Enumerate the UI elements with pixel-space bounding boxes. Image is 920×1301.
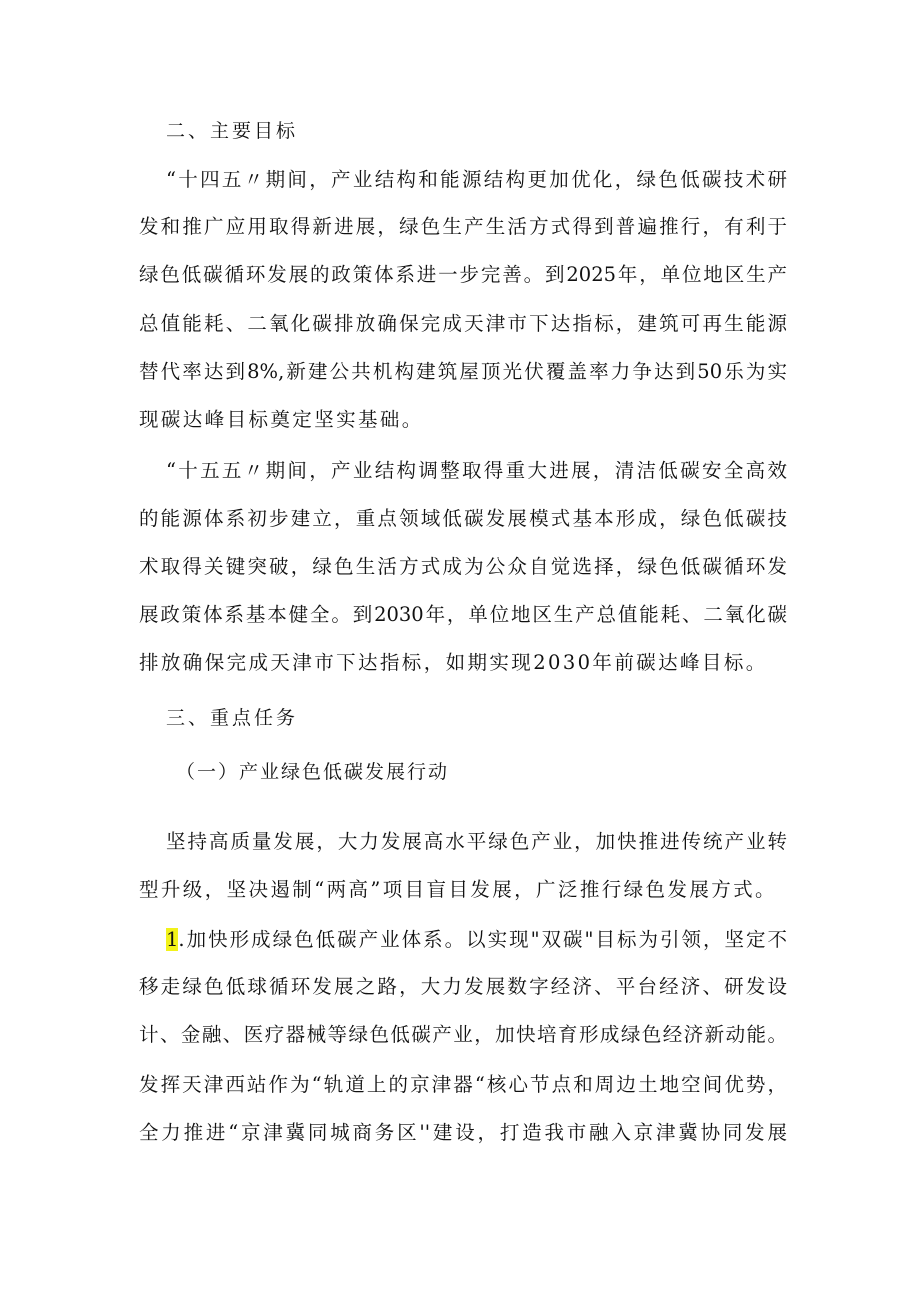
text-line: 总值能耗、二氧化碳排放确保完成天津市下达指标，建筑可再生能源 [139,312,787,335]
text-line: 移走绿色低球循环发展之路，大力发展数字经济、平台经济、研发设 [139,975,787,998]
text-line: 替代率达到8%,新建公共机构建筑屋顶光伏覆盖率力争达到50乐为实 [139,360,787,383]
text-line: “十五五〃期间，产业结构调整取得重大进展，清洁低碳安全高效 [166,459,787,482]
text-line: 发和推广应用取得新进展，绿色生产生活方式得到普遍推行，有利于 [139,215,787,238]
text-line: 绿色低碳循环发展的政策体系进一步完善。到2025年，单位地区生产 [139,263,787,286]
text-line: 发挥天津西站作为“轨道上的京津器“核心节点和周边土地空间优势， [139,1073,787,1096]
text-line: “十四五〃期间，产业结构和能源结构更加优化，绿色低碳技术研 [166,168,787,191]
subheading-industry-action: （一）产业绿色低碳发展行动 [176,761,450,783]
text-segment: .加快形成绿色低碳产业体系。以实现"双碳"目标为引领，坚定不 [178,928,787,951]
text-line: 的能源体系初步建立，重点领域低碳发展模式基本形成，绿色低碳技 [139,507,787,530]
text-line: 全力推进“京津冀同城商务区''建设，打造我市融入京津冀协同发展 [139,1121,787,1144]
heading-key-tasks: 三、重点任务 [166,707,299,729]
text-line: 排放确保完成天津市下达指标，如期实现2030年前碳达峰目标。 [139,651,768,674]
text-line: 型升级，坚决遏制“两高”项目盲目发展，广泛推行绿色发展方式。 [139,878,777,901]
text-line: 计、金融、医疗器械等绿色低碳产业，加快培育形成绿色经济新动能。 [139,1023,787,1046]
text-line [166,927,787,953]
text-line: 现碳达峰目标奠定坚实基础。 [139,408,424,431]
text-line: 展政策体系基本健全。到2030年，单位地区生产总值能耗、二氧化碳 [139,603,787,626]
text-line: 坚持高质量发展，大力发展高水平绿色产业，加快推进传统产业转 [166,830,787,853]
text-line: 术取得关键突破，绿色生活方式成为公众自觉选择，绿色低碳循环发 [139,555,787,578]
heading-main-goals: 二、主要目标 [166,120,299,142]
highlighted-item-number: 1 [166,928,179,951]
